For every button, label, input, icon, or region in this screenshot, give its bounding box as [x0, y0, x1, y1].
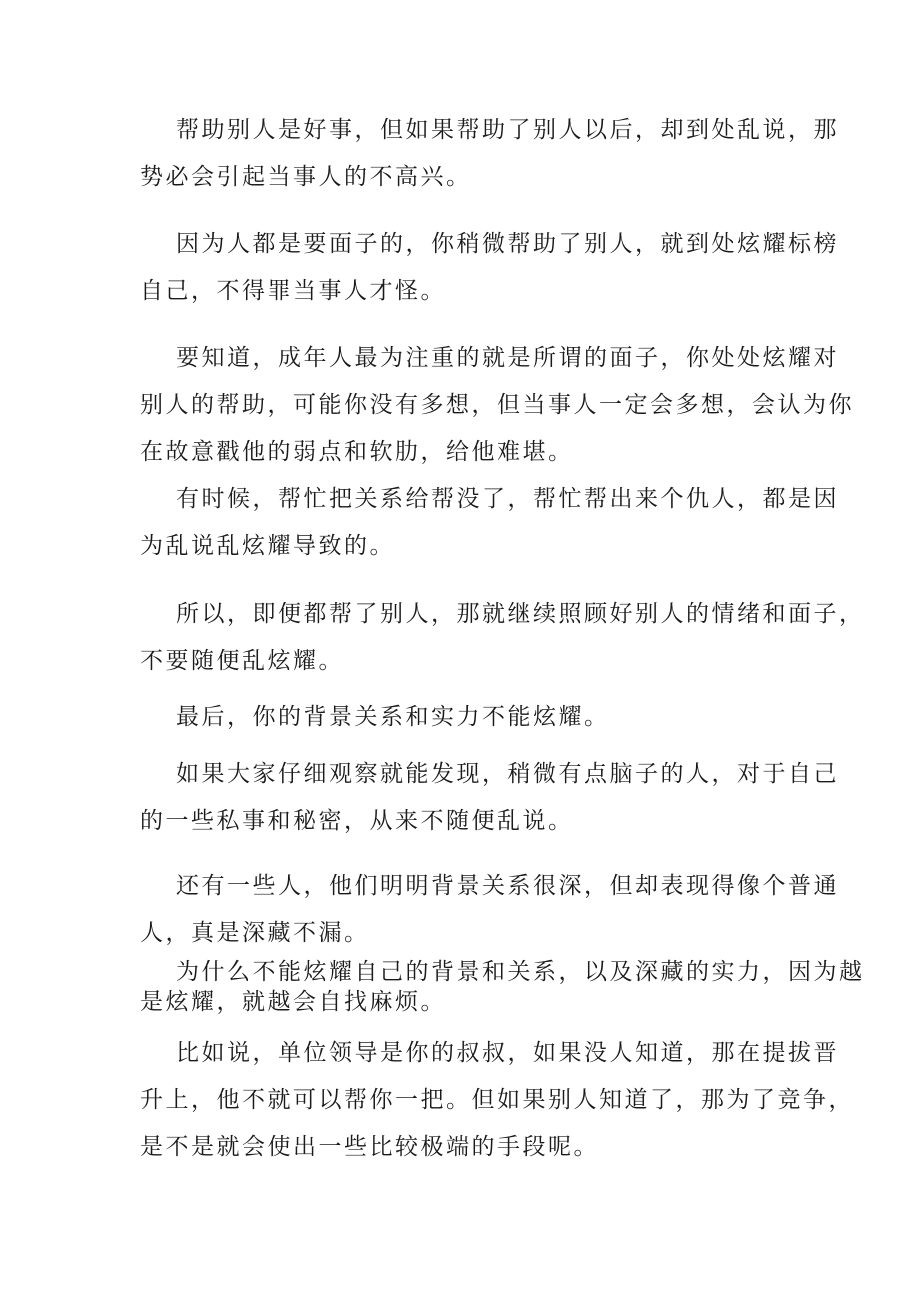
text-line: 人，真是深藏不漏。 — [140, 920, 370, 946]
text-line: 在故意戳他的弱点和软肋，给他难堪。 — [140, 439, 574, 465]
text-line: 有时候，帮忙把关系给帮没了，帮忙帮出来个仇人，都是因 — [176, 486, 839, 512]
paragraph — [140, 335, 854, 476]
paragraph — [140, 221, 839, 315]
text-line: 是不是就会使出一些比较极端的手段呢。 — [140, 1134, 599, 1160]
text-line: 如果大家仔细观察就能发现，稍微有点脑子的人，对于自己 — [176, 761, 839, 787]
text-line: 势必会引起当事人的不高兴。 — [140, 164, 472, 190]
paragraph — [140, 957, 865, 1017]
paragraph — [140, 591, 865, 685]
paragraph — [140, 476, 839, 570]
text-line: 帮助别人是好事，但如果帮助了别人以后，却到处乱说，那 — [176, 117, 839, 143]
paragraph — [140, 107, 839, 201]
text-line: 最后，你的背景关系和实力不能炫耀。 — [176, 704, 610, 730]
paragraph — [140, 1030, 854, 1171]
text-line: 自己，不得罪当事人才怪。 — [140, 278, 446, 304]
text-line: 不要随便乱炫耀。 — [140, 648, 344, 674]
text-line: 比如说，单位领导是你的叔叔，如果没人知道，那在提拔晋 — [176, 1040, 839, 1066]
text-line: 要知道，成年人最为注重的就是所谓的面子，你处处炫耀对 — [176, 345, 839, 371]
paragraph — [140, 751, 839, 845]
paragraph — [140, 863, 839, 957]
paragraph — [140, 694, 790, 741]
text-line: 别人的帮助，可能你没有多想，但当事人一定会多想，会认为你 — [140, 392, 854, 418]
text-line: 是炫耀，就越会自找麻烦。 — [140, 989, 446, 1015]
text-line: 因为人都是要面子的，你稍微帮助了别人，就到处炫耀标榜 — [176, 231, 839, 257]
text-line: 为乱说乱炫耀导致的。 — [140, 533, 395, 559]
text-line: 的一些私事和秘密，从来不随便乱说。 — [140, 808, 574, 834]
text-line: 升上，他不就可以帮你一把。但如果别人知道了，那为了竞争， — [140, 1087, 854, 1113]
text-line: 还有一些人，他们明明背景关系很深，但却表现得像个普通 — [176, 873, 839, 899]
text-line: 为什么不能炫耀自己的背景和关系，以及深藏的实力，因为越 — [176, 959, 865, 985]
text-line: 所以，即便都帮了别人，那就继续照顾好别人的情绪和面子， — [176, 601, 865, 627]
